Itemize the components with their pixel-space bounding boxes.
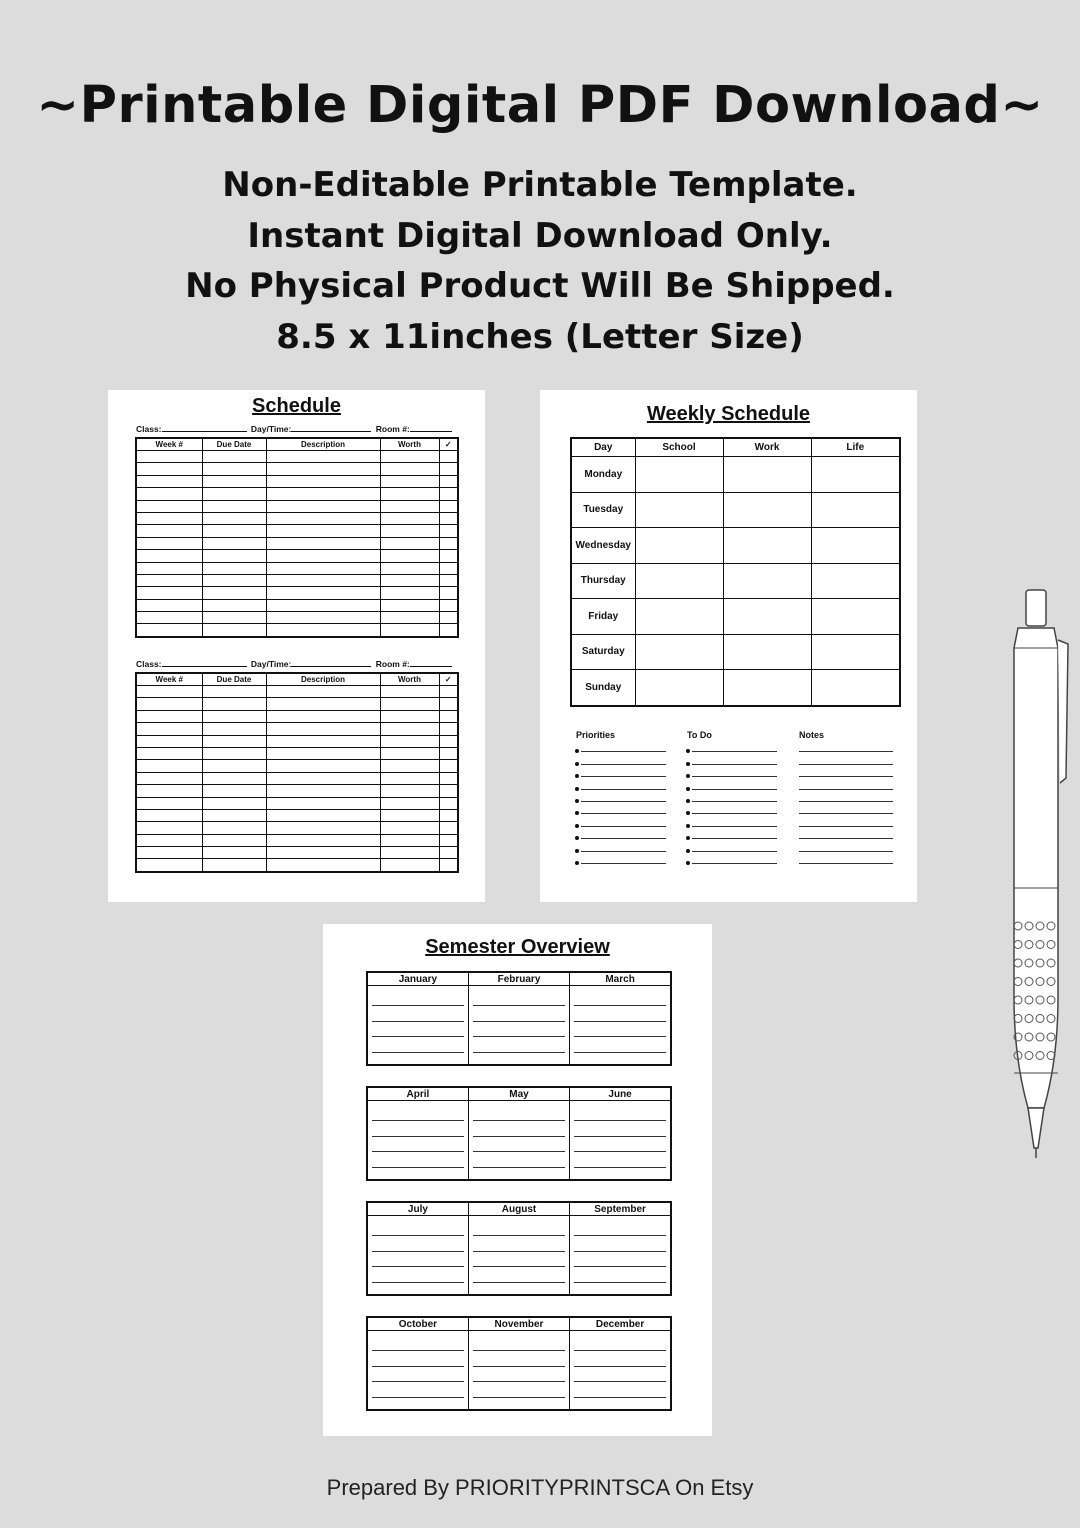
list-item (574, 1252, 666, 1268)
list-item (473, 1236, 565, 1252)
table-row (136, 822, 458, 834)
list-item (799, 792, 893, 804)
table-row (136, 599, 458, 611)
list-item (799, 779, 893, 791)
list-item (574, 1335, 666, 1351)
column-header: Description (266, 438, 380, 451)
day-cell: Wednesday (571, 528, 635, 564)
footer-credit: Prepared By PRIORITYPRINTSCA On Etsy (326, 1475, 754, 1500)
table-row (136, 785, 458, 797)
list-item (799, 742, 893, 754)
list-item (473, 1367, 565, 1383)
list-item (473, 1220, 565, 1236)
schedule-title: Schedule (252, 395, 341, 417)
list-item (473, 1351, 565, 1367)
list-item (799, 841, 893, 853)
list-item (473, 1022, 565, 1038)
list-item (372, 1220, 464, 1236)
headline: ~Printable Digital PDF Download~ (36, 76, 1044, 135)
list-item (372, 1252, 464, 1268)
column-header: Work (723, 438, 811, 457)
check-column-header: ✓ (439, 673, 458, 686)
table-row (136, 562, 458, 574)
table-row (136, 735, 458, 747)
list-item (687, 767, 777, 779)
month-header: July (367, 1202, 468, 1216)
list-item (799, 816, 893, 828)
table-row (136, 834, 458, 846)
class-label: Class: (136, 659, 162, 669)
month-header: December (570, 1317, 671, 1331)
table-row (136, 710, 458, 722)
table-row (571, 634, 900, 670)
list-item (372, 1037, 464, 1053)
list-item (799, 767, 893, 779)
priorities-list (576, 730, 666, 866)
list-item (576, 841, 666, 853)
table-row (136, 475, 458, 487)
column-header: Due Date (202, 673, 266, 686)
table-row (136, 698, 458, 710)
list-item (576, 829, 666, 841)
table-row (136, 463, 458, 475)
column-header: Worth (380, 673, 439, 686)
semester-title: Semester Overview (425, 936, 610, 958)
month-header: August (468, 1202, 569, 1216)
assignment-table (135, 437, 459, 638)
room-label: Room #: (375, 659, 410, 669)
table-row (136, 500, 458, 512)
table-row (136, 587, 458, 599)
list-item (799, 804, 893, 816)
table-row (136, 488, 458, 500)
table-row (136, 686, 458, 698)
schedule-page-preview (108, 390, 485, 902)
class-meta-row (136, 658, 460, 669)
table-row (136, 797, 458, 809)
table-row (136, 525, 458, 537)
list-item (372, 1335, 464, 1351)
list-item (576, 854, 666, 866)
list-item (372, 1152, 464, 1168)
column-header: Worth (380, 438, 439, 451)
list-item (574, 1220, 666, 1236)
class-meta-row (136, 423, 460, 434)
month-header: April (367, 1087, 468, 1101)
weekly-title: Weekly Schedule (646, 403, 811, 425)
list-item (372, 1006, 464, 1022)
list-item (576, 742, 666, 754)
table-row (571, 670, 900, 706)
month-header: September (570, 1202, 671, 1216)
month-group (366, 1201, 672, 1296)
table-row (571, 457, 900, 493)
subtitle-line: Instant Digital Download Only. (247, 215, 833, 256)
list-item (574, 1022, 666, 1038)
room-label: Room #: (375, 424, 410, 434)
todo-label: To Do (687, 730, 712, 740)
table-row (136, 550, 458, 562)
table-row (571, 528, 900, 564)
month-header: November (468, 1317, 569, 1331)
month-header: March (570, 972, 671, 986)
list-item (574, 1236, 666, 1252)
day-cell: Friday (571, 599, 635, 635)
subtitle-block (0, 160, 1080, 362)
check-column-header: ✓ (439, 438, 458, 451)
list-item (799, 829, 893, 841)
notes-label: Notes (799, 730, 825, 740)
list-item (473, 1252, 565, 1268)
list-item (473, 1006, 565, 1022)
weekly-schedule-page-preview (540, 390, 917, 902)
list-item (372, 1105, 464, 1121)
column-header: Day (571, 438, 635, 457)
table-row (136, 612, 458, 624)
table-row (136, 512, 458, 524)
list-item (574, 1367, 666, 1383)
day-cell: Thursday (571, 563, 635, 599)
list-item (576, 767, 666, 779)
list-item (473, 1152, 565, 1168)
day-cell: Tuesday (571, 492, 635, 528)
list-item (574, 1351, 666, 1367)
table-row (136, 574, 458, 586)
list-item (574, 1006, 666, 1022)
list-item (473, 1335, 565, 1351)
list-item (473, 1267, 565, 1283)
list-item (574, 990, 666, 1006)
list-item (372, 1121, 464, 1137)
list-item (574, 1382, 666, 1398)
column-header: Week # (136, 673, 202, 686)
daytime-label: Day/Time: (250, 424, 292, 434)
month-group (366, 1316, 672, 1411)
table-row (136, 624, 458, 637)
day-cell: Sunday (571, 670, 635, 706)
list-item (372, 1382, 464, 1398)
list-item (574, 1267, 666, 1283)
month-header: February (468, 972, 569, 986)
day-cell: Saturday (571, 634, 635, 670)
list-item (576, 754, 666, 766)
priorities-label: Priorities (576, 730, 616, 740)
list-item (576, 792, 666, 804)
table-row (136, 747, 458, 759)
table-row (571, 599, 900, 635)
column-header: Life (811, 438, 900, 457)
column-header: School (635, 438, 723, 457)
weekly-table (570, 437, 901, 707)
list-item (473, 1105, 565, 1121)
list-item (687, 754, 777, 766)
list-item (687, 804, 777, 816)
month-header: May (468, 1087, 569, 1101)
month-header: June (570, 1087, 671, 1101)
subtitle-line: 8.5 x 11inches (Letter Size) (276, 316, 804, 357)
todo-list (687, 730, 777, 866)
list-item (576, 816, 666, 828)
list-item (574, 1121, 666, 1137)
table-row (136, 760, 458, 772)
table-row (136, 723, 458, 735)
list-item (473, 1037, 565, 1053)
list-item (687, 841, 777, 853)
month-header: January (367, 972, 468, 986)
class-label: Class: (136, 424, 162, 434)
day-cell: Monday (571, 457, 635, 493)
semester-overview-page-preview (323, 924, 712, 1436)
list-item (687, 854, 777, 866)
pen-icon (1008, 588, 1072, 1163)
column-header: Due Date (202, 438, 266, 451)
table-row (136, 847, 458, 859)
list-item (574, 1037, 666, 1053)
list-item (473, 990, 565, 1006)
subtitle-line: No Physical Product Will Be Shipped. (185, 266, 895, 306)
list-item (473, 1121, 565, 1137)
list-item (574, 1105, 666, 1121)
table-row (136, 859, 458, 872)
table-row (136, 772, 458, 784)
month-group (366, 1086, 672, 1181)
list-item (574, 1137, 666, 1153)
list-item (687, 829, 777, 841)
list-item (576, 804, 666, 816)
list-item (372, 1351, 464, 1367)
column-header: Description (266, 673, 380, 686)
list-item (574, 1152, 666, 1168)
table-row (136, 537, 458, 549)
assignment-table (135, 672, 459, 873)
list-item (473, 1382, 565, 1398)
notes-list (799, 730, 893, 866)
list-item (372, 1236, 464, 1252)
subtitle-line: Non-Editable Printable Template. (222, 165, 858, 205)
list-item (687, 779, 777, 791)
list-item (576, 779, 666, 791)
list-item (473, 1137, 565, 1153)
list-item (372, 1367, 464, 1383)
list-item (799, 754, 893, 766)
list-item (372, 1267, 464, 1283)
list-item (372, 990, 464, 1006)
table-row (136, 451, 458, 463)
list-item (687, 816, 777, 828)
table-row (136, 809, 458, 821)
month-header: October (367, 1317, 468, 1331)
table-row (571, 563, 900, 599)
table-row (571, 492, 900, 528)
list-item (799, 854, 893, 866)
list-item (372, 1022, 464, 1038)
list-item (372, 1137, 464, 1153)
list-item (687, 742, 777, 754)
list-item (687, 792, 777, 804)
column-header: Week # (136, 438, 202, 451)
month-group (366, 971, 672, 1066)
daytime-label: Day/Time: (250, 659, 292, 669)
